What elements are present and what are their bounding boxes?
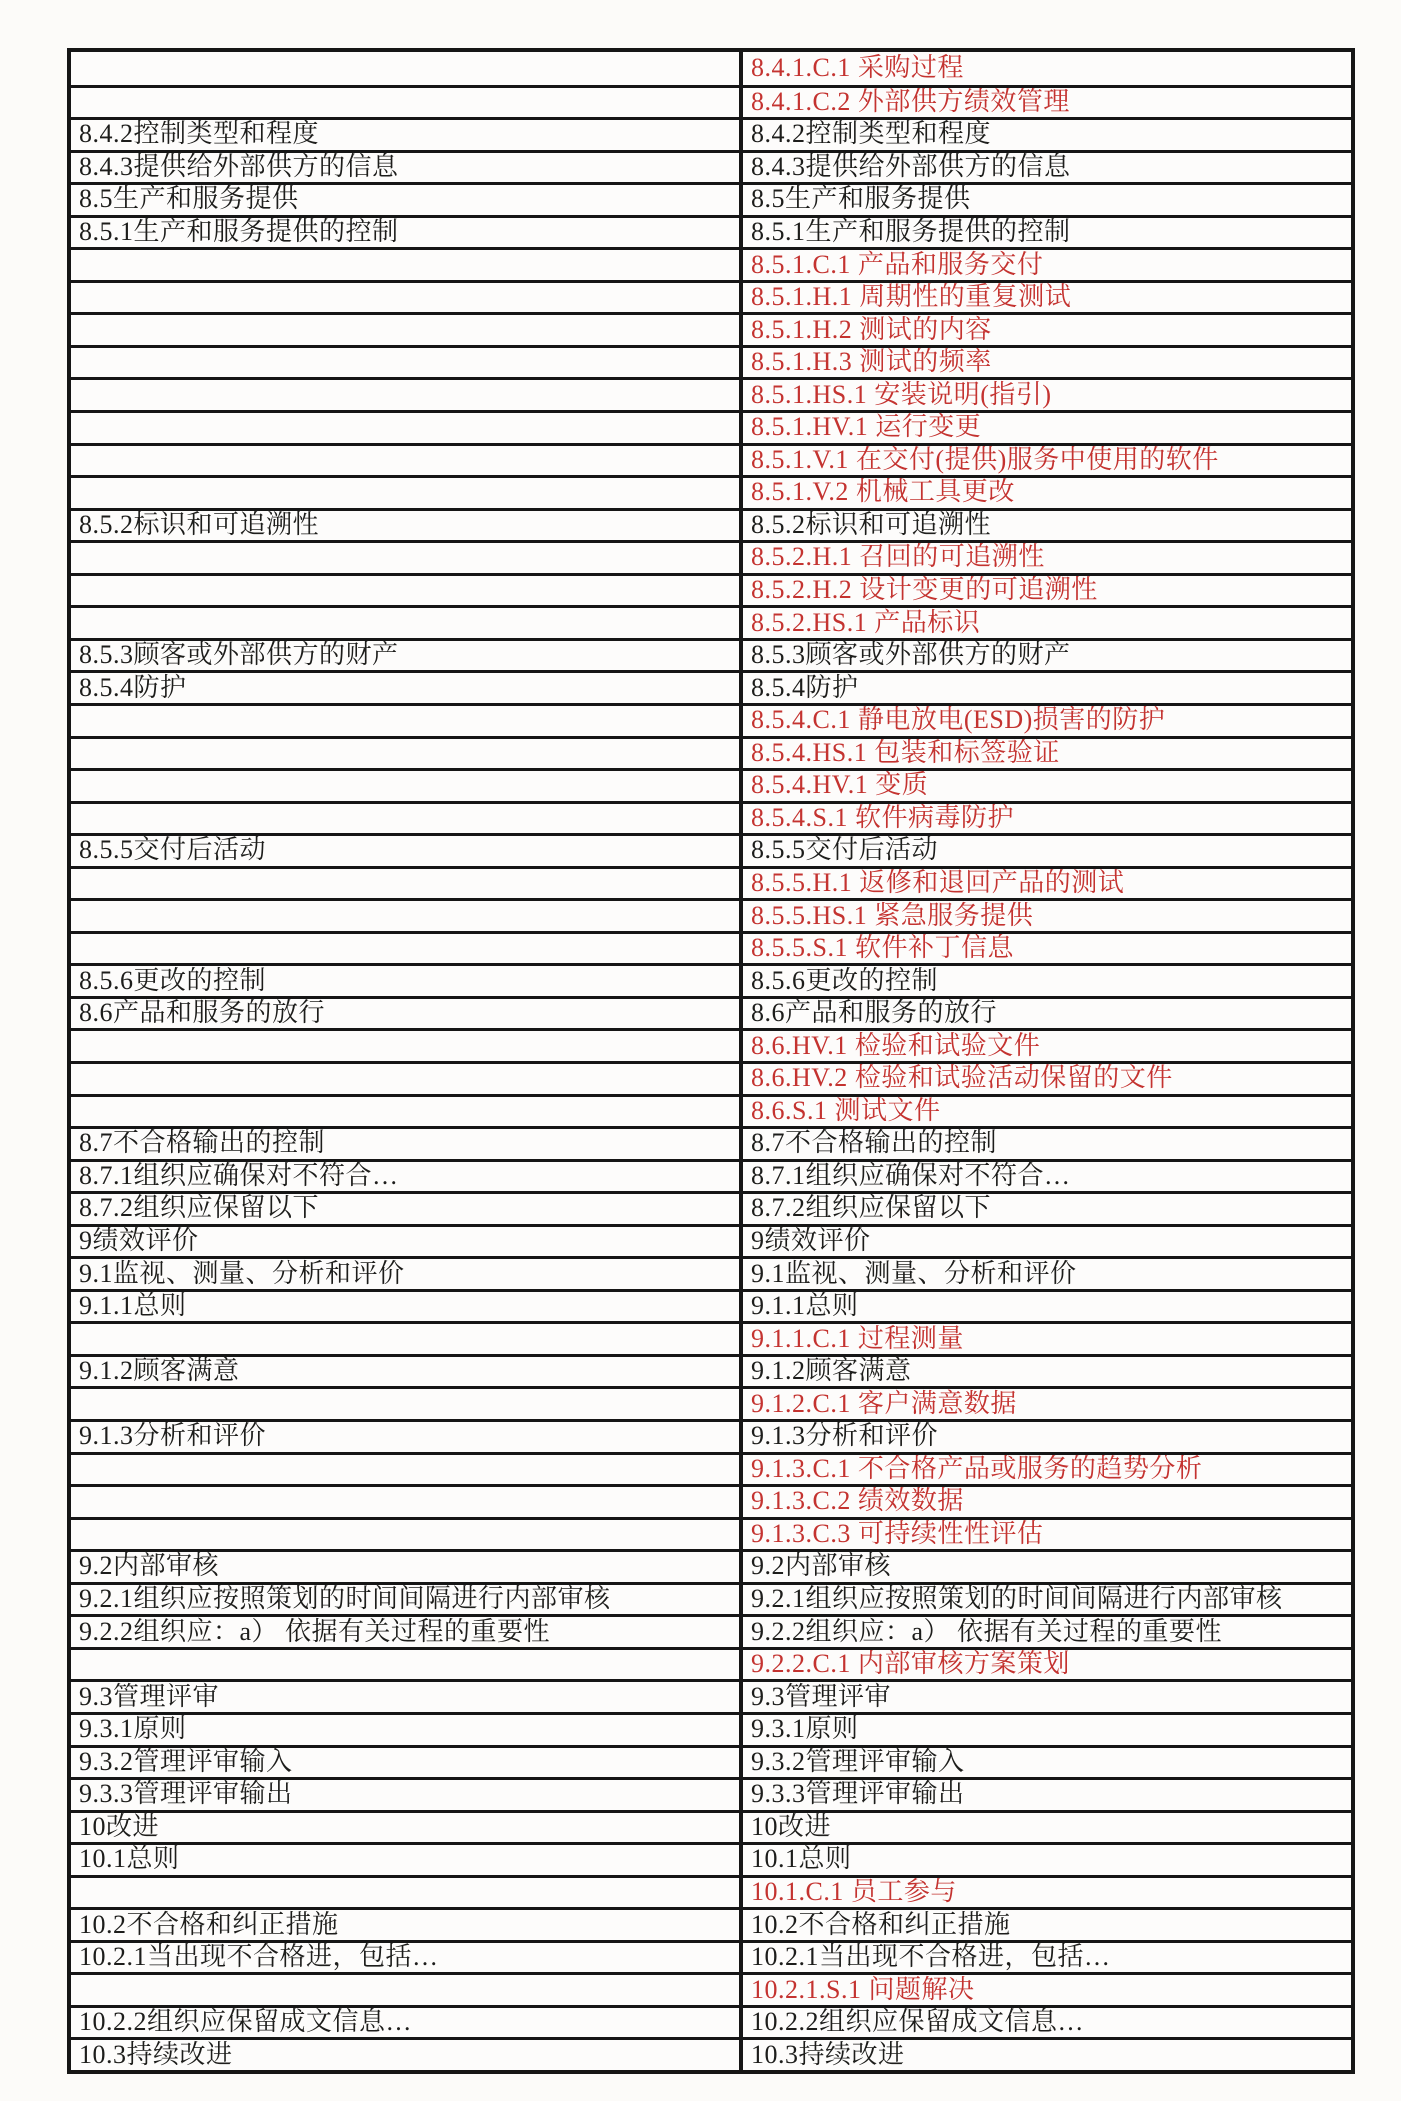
right-clause-cell: 8.5.1.V.1 在交付(提供)服务中使用的软件: [739, 446, 1351, 476]
table-row: [71, 1582, 1351, 1615]
left-clause-cell: 10改进: [79, 1812, 160, 1841]
left-clause-cell: [71, 1455, 739, 1485]
left-clause-cell: 8.7.2组织应保留以下: [79, 1194, 320, 1223]
table-row: [71, 638, 1351, 671]
right-clause-cell: 9.3.2管理评审输入: [739, 1748, 1351, 1778]
table-row: [71, 833, 1351, 866]
table-row: [71, 1614, 1351, 1647]
left-clause-cell: [71, 1878, 739, 1908]
right-clause-cell: 8.5.6更改的控制: [739, 966, 1351, 996]
table-row: [71, 1940, 1351, 1973]
table-row: [71, 508, 1351, 541]
right-clause-cell: 8.4.3提供给外部供方的信息: [739, 153, 1351, 183]
left-clause-cell: 9.3.2管理评审输入: [79, 1747, 293, 1776]
table-row: [71, 1159, 1351, 1192]
left-clause-cell: 8.7不合格输出的控制: [79, 1129, 326, 1158]
table-row: [71, 1126, 1351, 1159]
table-row: [71, 1321, 1351, 1354]
left-clause-cell: [71, 1520, 739, 1550]
right-clause-cell: 9.1监视、测量、分析和评价: [739, 1259, 1351, 1289]
left-clause-cell: 9.1监视、测量、分析和评价: [79, 1259, 405, 1288]
right-clause-cell: 9.1.1.C.1 过程测量: [739, 1324, 1351, 1354]
left-clause-cell: 9.3管理评审: [79, 1682, 220, 1711]
right-clause-cell: 8.5.5.H.1 返修和退回产品的测试: [739, 869, 1351, 899]
left-clause-cell: 10.3持续改进: [79, 2040, 233, 2069]
right-clause-cell: 8.5.1.H.1 周期性的重复测试: [739, 283, 1351, 313]
table-row: [71, 247, 1351, 280]
table-row: [71, 736, 1351, 769]
right-clause-cell: 8.5.4.C.1 静电放电(ESD)损害的防护: [739, 706, 1351, 736]
right-clause-cell: 10改进: [739, 1813, 1351, 1843]
left-clause-cell: 8.5.2标识和可追溯性: [79, 510, 320, 539]
table-row: [71, 312, 1351, 345]
right-clause-cell: 9.1.3分析和评价: [739, 1422, 1351, 1452]
table-row: [71, 410, 1351, 443]
right-clause-cell: 8.5.1.HS.1 安装说明(指引): [739, 380, 1351, 410]
table-row: [71, 1777, 1351, 1810]
left-clause-cell: [71, 1064, 739, 1094]
right-clause-cell: 8.7.2组织应保留以下: [739, 1194, 1351, 1224]
left-clause-cell: [71, 1487, 739, 1517]
right-clause-cell: 8.5.2.HS.1 产品标识: [739, 608, 1351, 638]
table-row: [71, 1419, 1351, 1452]
left-clause-cell: [71, 739, 739, 769]
table-row: [71, 1647, 1351, 1680]
table-row: [71, 443, 1351, 476]
right-clause-cell: 9.2.2组织应：a） 依据有关过程的重要性: [739, 1617, 1351, 1647]
table-row: [71, 280, 1351, 313]
left-clause-cell: [71, 1650, 739, 1680]
right-clause-cell: 8.5.5.S.1 软件补丁信息: [739, 934, 1351, 964]
left-clause-cell: [71, 1031, 739, 1061]
right-clause-cell: 8.4.2控制类型和程度: [739, 120, 1351, 150]
table-row: [71, 1452, 1351, 1485]
left-clause-cell: 8.6产品和服务的放行: [79, 998, 326, 1028]
right-clause-cell: 9.2.1组织应按照策划的时间间隔进行内部审核: [739, 1585, 1351, 1615]
right-clause-cell: 9.1.3.C.2 绩效数据: [739, 1487, 1351, 1517]
left-clause-cell: [71, 250, 739, 280]
left-clause-cell: 9.2.1组织应按照策划的时间间隔进行内部审核: [79, 1584, 611, 1614]
right-clause-cell: 8.5.3顾客或外部供方的财产: [739, 641, 1351, 671]
table-row: [71, 1289, 1351, 1322]
table-row: [71, 605, 1351, 638]
left-clause-cell: [71, 52, 739, 85]
left-clause-cell: [71, 380, 739, 410]
right-clause-cell: 9.3.1原则: [739, 1715, 1351, 1745]
right-clause-cell: 8.5.1.H.2 测试的内容: [739, 315, 1351, 345]
left-clause-cell: [71, 543, 739, 573]
left-clause-cell: 10.1总则: [79, 1845, 180, 1874]
table-row: [71, 768, 1351, 801]
table-row: [71, 1224, 1351, 1257]
left-clause-cell: [71, 576, 739, 606]
right-clause-cell: 8.5.4.S.1 软件病毒防护: [739, 804, 1351, 834]
table-row: [71, 2005, 1351, 2038]
right-clause-cell: 8.5.2.H.2 设计变更的可追溯性: [739, 576, 1351, 606]
left-clause-cell: 9.2.2组织应：a） 依据有关过程的重要性: [79, 1617, 551, 1646]
right-clause-cell: 9.3.3管理评审输出: [739, 1780, 1351, 1810]
right-clause-cell: 8.6.S.1 测试文件: [739, 1097, 1351, 1127]
left-clause-cell: 9.1.1总则: [79, 1291, 187, 1321]
right-clause-cell: 10.3持续改进: [739, 2040, 1351, 2070]
left-clause-cell: [71, 88, 739, 118]
right-clause-cell: 8.5.2.H.1 召回的可追溯性: [739, 543, 1351, 573]
right-clause-cell: 8.6产品和服务的放行: [739, 999, 1351, 1029]
left-clause-cell: [71, 413, 739, 443]
right-clause-cell: 9.1.2顾客满意: [739, 1357, 1351, 1387]
left-clause-cell: [71, 283, 739, 313]
table-row: [71, 1061, 1351, 1094]
table-row: [71, 1191, 1351, 1224]
left-clause-cell: 10.2.1当出现不合格进，包括…: [79, 1942, 439, 1972]
right-clause-cell: 8.5.1.HV.1 运行变更: [739, 413, 1351, 443]
right-clause-cell: 8.5.2标识和可追溯性: [739, 511, 1351, 541]
left-clause-cell: [71, 1097, 739, 1127]
table-row: [71, 1256, 1351, 1289]
left-clause-cell: 10.2不合格和纠正措施: [79, 1910, 339, 1939]
table-row: [71, 1907, 1351, 1940]
right-clause-cell: 9绩效评价: [739, 1227, 1351, 1257]
right-clause-cell: 9.1.3.C.3 可持续性性评估: [739, 1520, 1351, 1550]
left-clause-cell: [71, 478, 739, 508]
left-clause-cell: 9.3.1原则: [79, 1714, 187, 1744]
clause-comparison-table: [67, 48, 1355, 2074]
table-row: [71, 670, 1351, 703]
right-clause-cell: 9.2内部审核: [739, 1552, 1351, 1582]
left-clause-cell: [71, 1389, 739, 1419]
right-clause-cell: 9.3管理评审: [739, 1682, 1351, 1712]
table-row: [71, 866, 1351, 899]
right-clause-cell: 10.2.1.S.1 问题解决: [739, 1975, 1351, 2005]
left-clause-cell: [71, 869, 739, 899]
right-clause-cell: 9.1.2.C.1 客户满意数据: [739, 1389, 1351, 1419]
table-row: [71, 85, 1351, 118]
table-row: [71, 1679, 1351, 1712]
right-clause-cell: 9.2.2.C.1 内部审核方案策划: [739, 1650, 1351, 1680]
right-clause-cell: 8.5.1生产和服务提供的控制: [739, 218, 1351, 248]
left-clause-cell: 9.2内部审核: [79, 1552, 220, 1581]
table-row: [71, 1484, 1351, 1517]
right-clause-cell: 10.1总则: [739, 1845, 1351, 1875]
right-clause-cell: 8.5.4.HV.1 变质: [739, 771, 1351, 801]
table-row: [71, 1028, 1351, 1061]
table-row: [71, 52, 1351, 85]
left-clause-cell: [71, 934, 739, 964]
table-row: [71, 1875, 1351, 1908]
left-clause-cell: 10.2.2组织应保留成文信息…: [79, 2007, 413, 2037]
left-clause-cell: 8.5.5交付后活动: [79, 836, 267, 865]
left-clause-cell: [71, 1324, 739, 1354]
left-clause-cell: [71, 771, 739, 801]
right-clause-cell: 8.7不合格输出的控制: [739, 1129, 1351, 1159]
right-clause-cell: 8.5.4防护: [739, 673, 1351, 703]
table-row: [71, 150, 1351, 183]
left-clause-cell: [71, 446, 739, 476]
table-row: [71, 1386, 1351, 1419]
left-clause-cell: [71, 348, 739, 378]
right-clause-cell: 10.2.1当出现不合格进，包括…: [739, 1943, 1351, 1973]
right-clause-cell: 8.4.1.C.1 采购过程: [739, 52, 1351, 85]
left-clause-cell: 8.4.2控制类型和程度: [79, 120, 320, 149]
left-clause-cell: 9绩效评价: [79, 1226, 199, 1255]
left-clause-cell: 8.5.4防护: [79, 673, 187, 702]
table-row: [71, 801, 1351, 834]
table-row: [71, 2037, 1351, 2070]
right-clause-cell: 8.5.4.HS.1 包装和标签验证: [739, 739, 1351, 769]
left-clause-cell: 8.5.3顾客或外部供方的财产: [79, 640, 399, 670]
left-clause-cell: 9.3.3管理评审输出: [79, 1780, 293, 1809]
table-row: [71, 1354, 1351, 1387]
left-clause-cell: 8.4.3提供给外部供方的信息: [79, 152, 399, 181]
right-clause-cell: 8.6.HV.1 检验和试验文件: [739, 1031, 1351, 1061]
table-row: [71, 1810, 1351, 1843]
left-clause-cell: [71, 804, 739, 834]
right-clause-cell: 8.5.1.H.3 测试的频率: [739, 348, 1351, 378]
table-row: [71, 1745, 1351, 1778]
table-row: [71, 345, 1351, 378]
right-clause-cell: 8.4.1.C.2 外部供方绩效管理: [739, 88, 1351, 118]
right-clause-cell: 10.1.C.1 员工参与: [739, 1878, 1351, 1908]
table-row: [71, 963, 1351, 996]
left-clause-cell: [71, 608, 739, 638]
right-clause-cell: 8.5.5交付后活动: [739, 836, 1351, 866]
left-clause-cell: 8.5.1生产和服务提供的控制: [79, 217, 399, 246]
table-row: [71, 1549, 1351, 1582]
table-row: [71, 540, 1351, 573]
table-row: [71, 898, 1351, 931]
right-clause-cell: 10.2不合格和纠正措施: [739, 1910, 1351, 1940]
right-clause-cell: 8.5.1.C.1 产品和服务交付: [739, 250, 1351, 280]
right-clause-cell: 9.1.3.C.1 不合格产品或服务的趋势分析: [739, 1455, 1351, 1485]
table-row: [71, 703, 1351, 736]
table-row: [71, 1517, 1351, 1550]
table-row: [71, 215, 1351, 248]
right-clause-cell: 10.2.2组织应保留成文信息…: [739, 2008, 1351, 2038]
table-row: [71, 1972, 1351, 2005]
left-clause-cell: [71, 901, 739, 931]
right-clause-cell: 8.7.1组织应确保对不符合…: [739, 1162, 1351, 1192]
left-clause-cell: [71, 315, 739, 345]
table-row: [71, 573, 1351, 606]
left-clause-cell: 8.5生产和服务提供: [79, 185, 299, 214]
table-row: [71, 931, 1351, 964]
left-clause-cell: 8.5.6更改的控制: [79, 966, 267, 995]
left-clause-cell: [71, 1975, 739, 2005]
right-clause-cell: 8.5生产和服务提供: [739, 185, 1351, 215]
table-row: [71, 117, 1351, 150]
right-clause-cell: 8.5.5.HS.1 紧急服务提供: [739, 901, 1351, 931]
table-row: [71, 377, 1351, 410]
table-row: [71, 996, 1351, 1029]
table-row: [71, 1712, 1351, 1745]
left-clause-cell: 9.1.2顾客满意: [79, 1356, 240, 1386]
left-clause-cell: 8.7.1组织应确保对不符合…: [79, 1161, 399, 1190]
right-clause-cell: 9.1.1总则: [739, 1292, 1351, 1322]
table-row: [71, 1842, 1351, 1875]
right-clause-cell: 8.6.HV.2 检验和试验活动保留的文件: [739, 1064, 1351, 1094]
left-clause-cell: [71, 706, 739, 736]
table-row: [71, 182, 1351, 215]
table-row: [71, 1094, 1351, 1127]
left-clause-cell: 9.1.3分析和评价: [79, 1422, 267, 1451]
right-clause-cell: 8.5.1.V.2 机械工具更改: [739, 478, 1351, 508]
table-row: [71, 475, 1351, 508]
